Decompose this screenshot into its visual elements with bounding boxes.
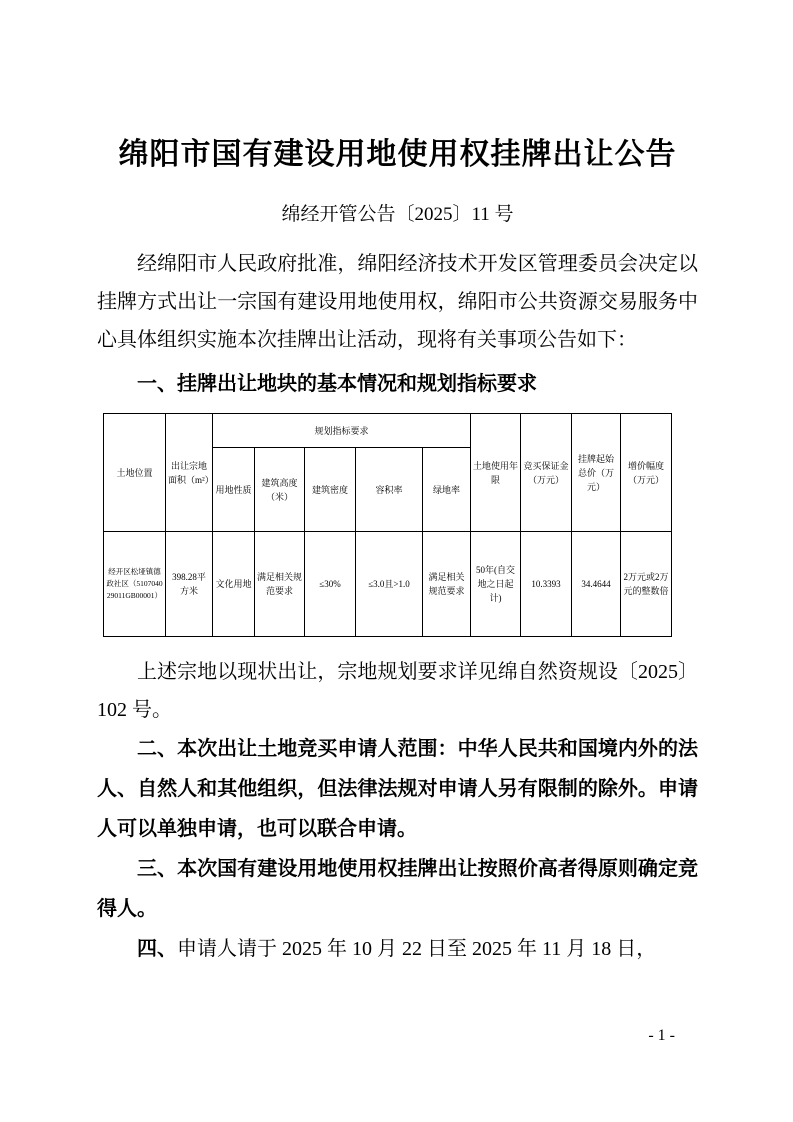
col-header-parcel-area: 出让宗地面积（m²） bbox=[166, 414, 213, 532]
col-header-use-nature: 用地性质 bbox=[213, 448, 255, 532]
section4-text: 申请人请于 2025 年 10 月 22 日至 2025 年 11 月 18 日， bbox=[177, 938, 657, 960]
cell-building-density: ≤30% bbox=[305, 532, 356, 637]
cell-parcel-area: 398.28平方米 bbox=[166, 532, 213, 637]
after-table-note: 上述宗地以现状出让，宗地规划要求详见绵自然资规设〔2025〕102 号。 bbox=[97, 661, 698, 721]
intro-paragraph: 经绵阳市人民政府批准，绵阳经济技术开发区管理委员会决定以挂牌方式出让一宗国有建设用地使用权，绵阳市公共资源交易服务中心具体组织实施本次挂牌出让活动，现将有关事项公告如下： bbox=[97, 253, 698, 351]
cell-land-use-term: 50年(自交地之日起计) bbox=[471, 532, 521, 637]
document-content bbox=[97, 0, 698, 969]
col-header-land-use-term: 土地使用年限 bbox=[471, 414, 521, 532]
cell-starting-price: 34.4644 bbox=[572, 532, 621, 637]
col-header-green-rate: 绿地率 bbox=[423, 448, 471, 532]
cell-land-location: 经开区松垭镇德政社区（510704029011GB00001） bbox=[104, 532, 166, 637]
cell-bid-deposit: 10.3393 bbox=[521, 532, 572, 637]
col-header-land-location: 土地位置 bbox=[104, 414, 166, 532]
col-header-building-density: 建筑密度 bbox=[305, 448, 356, 532]
page-number: - 1 - bbox=[648, 1027, 675, 1044]
section1-heading: 一、挂牌出让地块的基本情况和规划指标要求 bbox=[137, 373, 537, 395]
cell-building-height: 满足相关规范要求 bbox=[255, 532, 305, 637]
cell-price-increment: 2万元或2万元的整数倍 bbox=[621, 532, 672, 637]
section2-paragraph: 二、本次出让土地竞买申请人范围：中华人民共和国境内外的法人、自然人和其他组织，但法律法规对申请人另有限制的除外。申请人可以单独申请，也可以联合申请。 bbox=[97, 738, 698, 840]
document-title: 绵阳市国有建设用地使用权挂牌出让公告 bbox=[118, 138, 677, 171]
cell-use-nature: 文化用地 bbox=[213, 532, 255, 637]
section3-paragraph: 三、本次国有建设用地使用权挂牌出让按照价高者得原则确定竞得人。 bbox=[97, 858, 698, 920]
document-number: 绵经开管公告〔2025〕11 号 bbox=[281, 204, 514, 225]
land-parcel-table bbox=[103, 413, 672, 637]
table-row bbox=[104, 532, 672, 637]
col-header-planning-requirements: 规划指标要求 bbox=[213, 414, 471, 448]
section4-number: 四、 bbox=[137, 938, 177, 960]
col-header-building-height: 建筑高度（米） bbox=[255, 448, 305, 532]
col-header-bid-deposit: 竞买保证金（万元） bbox=[521, 414, 572, 532]
section4-paragraph bbox=[97, 929, 698, 969]
col-header-plot-ratio: 容积率 bbox=[356, 448, 423, 532]
col-header-price-increment: 增价幅度（万元） bbox=[621, 414, 672, 532]
col-header-starting-price: 挂牌起始总价（万元） bbox=[572, 414, 621, 532]
cell-green-rate: 满足相关规范要求 bbox=[423, 532, 471, 637]
cell-plot-ratio: ≤3.0且>1.0 bbox=[356, 532, 423, 637]
